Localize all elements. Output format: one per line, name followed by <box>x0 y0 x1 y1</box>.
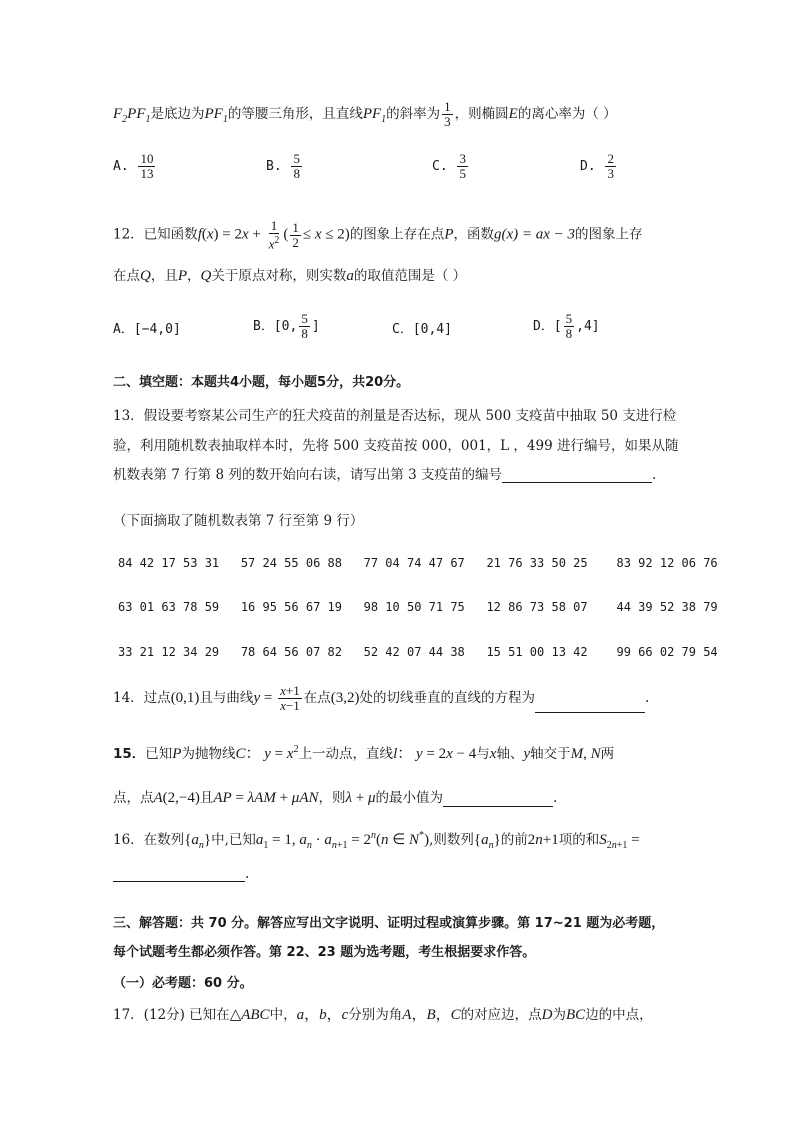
q14-stem: 14．过点(0,1)且与曲线y = $\frac{x+1}{x-1}$ 在点(3,2)处的切线垂直的直线的方程为 . <box>113 683 650 713</box>
section3-heading-line1: 三、解答题：共 70 分。解答应写出文字说明、证明过程或演算步骤。第 17~21 题为必考题， <box>113 916 665 931</box>
q11-option-b: B. $\frac{5}{8}$ <box>266 151 300 181</box>
q13-line1: 13．假设要考察某公司生产的狂犬疫苗的剂量是否达标，现从 500 支疫苗中抽取 50 支进行检 <box>113 408 677 424</box>
section2-heading: 二、填空题：本题共4小题，每小题5分，共20分。 <box>113 375 410 390</box>
q11-option-a: A. $\frac{10}{13}$ <box>113 151 154 181</box>
q12-option-a: A．[−4,0] <box>113 322 181 337</box>
q11-option-d: D. $\frac{2}{3}$ <box>580 151 614 181</box>
section3-subheading: （一）必考题：60 分。 <box>113 976 253 991</box>
random-table-row-8: 63 01 63 78 59 16 95 56 67 19 98 10 50 71 75 12 86 73 58 07 44 39 52 38 79 <box>118 600 718 614</box>
q13-line3: 机数表第 7 行第 8 列的数开始向右读，请写出第 3 支疫苗的编号 . <box>113 467 657 483</box>
q12-stem-line1: 12．已知函数f(x) = 2x + $\frac{1}{x^2}$ ( $\frac{1}{2}$ ≤ x ≤ 2)的图象上存在点P，函数g(x) = ax − 3的图象上存 <box>113 218 643 252</box>
slope-fraction: $\frac{1}{3}$ <box>444 99 451 129</box>
q11-option-c: C. $\frac{3}{5}$ <box>432 151 466 181</box>
q12-stem-line2: 在点Q，且P，Q关于原点对称，则实数a的取值范围是（ ） <box>113 268 467 284</box>
q16-line1: 16．在数列$\{a_n\}$中,已知$a_1 = 1$, $a_n \cdot a_{n+1} = 2^n(n$ ∈ N*),则数列$\{a_n\}$的前2n+1项的和$S_{2n+1}$ = <box>113 830 640 851</box>
q16-line2: . <box>113 866 249 882</box>
q12-option-d: D．[ $\frac{5}{8}$ ,4] <box>533 311 600 341</box>
q17-stem: 17．(12分) 已知在△ABC中，a，b，c分别为角A，B，C的对应边，点D为BC边的中点， <box>113 1007 653 1023</box>
q13-note: （下面摘取了随机数表第 7 行至第 9 行） <box>113 513 364 529</box>
random-table-row-7: 84 42 17 53 31 57 24 55 06 88 77 04 74 47 67 21 76 33 50 25 83 92 12 06 76 <box>118 556 718 570</box>
section3-heading-line2: 每个试题考生都必须作答。第 22、23 题为选考题，考生根据要求作答。 <box>113 945 536 960</box>
q12-option-b: B．[0, $\frac{5}{8}$ ] <box>253 311 320 341</box>
q13-line2: 验，利用随机数表抽取样本时，先将 500 支疫苗按 000，001，L ，499 进行编号，如果从随 <box>113 438 679 454</box>
q15-line1: 15．已知P为抛物线C： $y = x^2$上一动点，直线l： y = 2x − 4与x轴、y轴交于M, N两 <box>113 744 615 762</box>
random-table-row-9: 33 21 12 34 29 78 64 56 07 82 52 42 07 44 38 15 51 00 13 42 99 66 02 79 54 <box>118 645 718 659</box>
q11-stem: $F_2PF_1$是底边为$PF_1$的等腰三角形，且直线$PF_1$的斜率为 $\frac{1}{3}$ ，则椭圆E的离心率为（ ） <box>113 99 617 129</box>
q12-option-c: C．[0,4] <box>392 322 452 337</box>
q15-line2: 点，点A(2,−4)且AP = λAM + μAN，则λ + μ的最小值为 . <box>113 790 558 806</box>
